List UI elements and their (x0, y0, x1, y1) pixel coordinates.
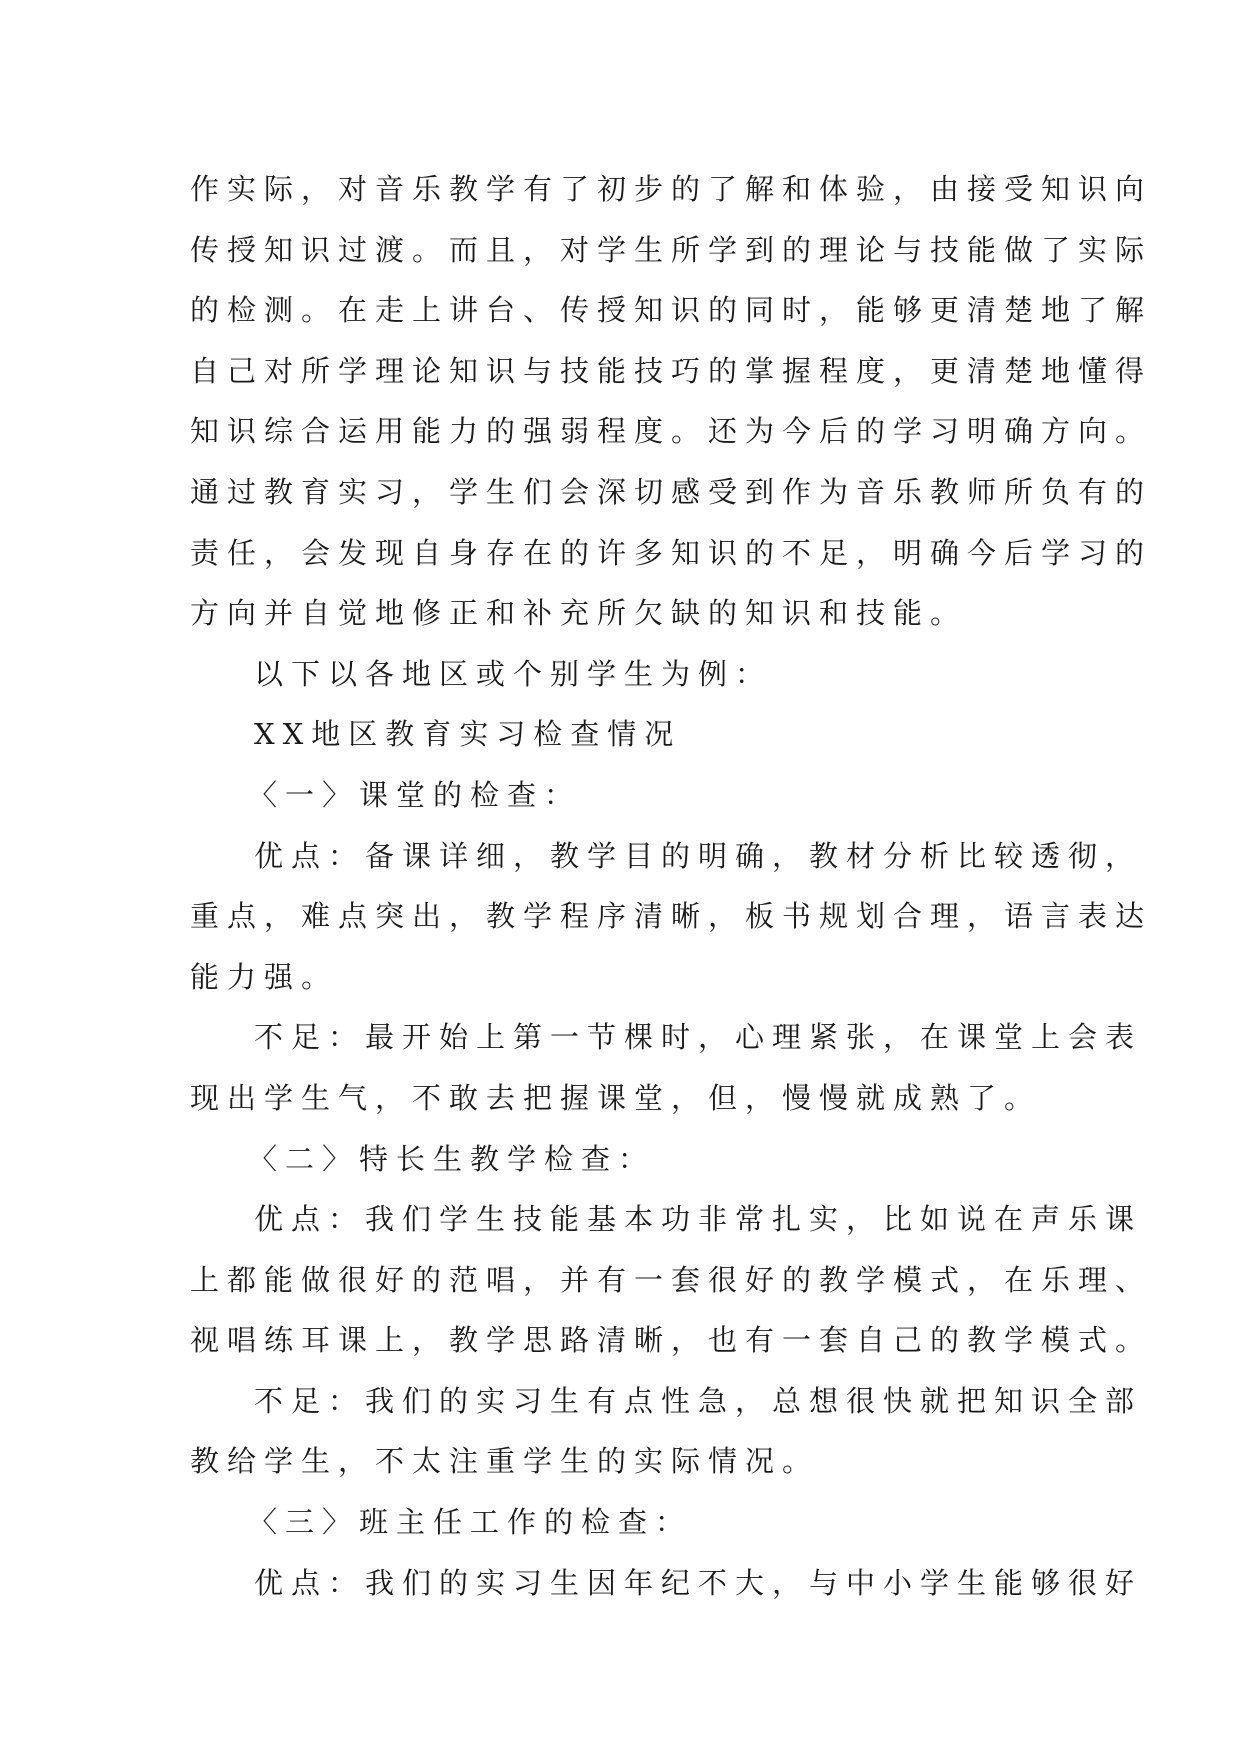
text-line-7: 责任，会发现自身存在的许多知识的不足，明确今后学习的 (190, 535, 1153, 570)
text-line-3: 的检测。在走上讲台、传授知识的同时，能够更清楚地了解 (190, 293, 1153, 328)
text-line-21: 不足：我们的实习生有点性急，总想很快就把知识全部 (254, 1383, 1143, 1418)
text-line-6: 通过教育实习，学生们会深切感受到作为音乐教师所负有的 (190, 474, 1153, 509)
text-line-2: 传授知识过渡。而且，对学生所学到的理论与技能做了实际 (190, 232, 1153, 267)
text-line-5: 知识综合运用能力的强弱程度。还为今后的学习明确方向。 (190, 414, 1153, 449)
text-line-13: 重点，难点突出，教学程序清晰，板书规划合理，语言表达 (190, 899, 1153, 934)
body-text (190, 159, 1153, 1613)
text-line-4: 自己对所学理论知识与技能技巧的掌握程度，更清楚地懂得 (190, 353, 1153, 388)
text-line-9: 以下以各地区或个别学生为例： (254, 656, 773, 691)
text-line-16: 现出学生气，不敢去把握课堂，但，慢慢就成熟了。 (190, 1080, 1042, 1115)
section-heading: XX地区教育实习检查情况 (254, 717, 682, 752)
subsection-heading-3: 〈三〉班主任工作的检查： (248, 1505, 693, 1540)
text-line-14: 能力强。 (190, 959, 339, 994)
text-line-20: 视唱练耳课上，教学思路清晰，也有一套自己的教学模式。 (190, 1323, 1153, 1358)
text-line-8: 方向并自觉地修正和补充所欠缺的知识和技能。 (190, 596, 968, 631)
text-line-1: 作实际，对音乐教学有了初步的了解和体验，由接受知识向 (190, 172, 1153, 206)
text-line-18: 优点：我们学生技能基本功非常扎实，比如说在声乐课 (254, 1202, 1143, 1237)
text-line-22: 教给学生，不太注重学生的实际情况。 (190, 1444, 820, 1479)
text-line-19: 上都能做很好的范唱，并有一套很好的教学模式，在乐理、 (190, 1262, 1153, 1297)
subsection-heading-1: 〈一〉课堂的检查： (248, 777, 582, 812)
text-line-15: 不足：最开始上第一节棵时，心理紧张，在课堂上会表 (254, 1020, 1143, 1055)
text-line-12: 优点：备课详细，教学目的明确，教材分析比较透彻， (254, 838, 1143, 873)
subsection-heading-2: 〈二〉特长生教学检查： (248, 1141, 656, 1176)
text-line-24: 优点：我们的实习生因年纪不大，与中小学生能够很好 (254, 1565, 1143, 1600)
